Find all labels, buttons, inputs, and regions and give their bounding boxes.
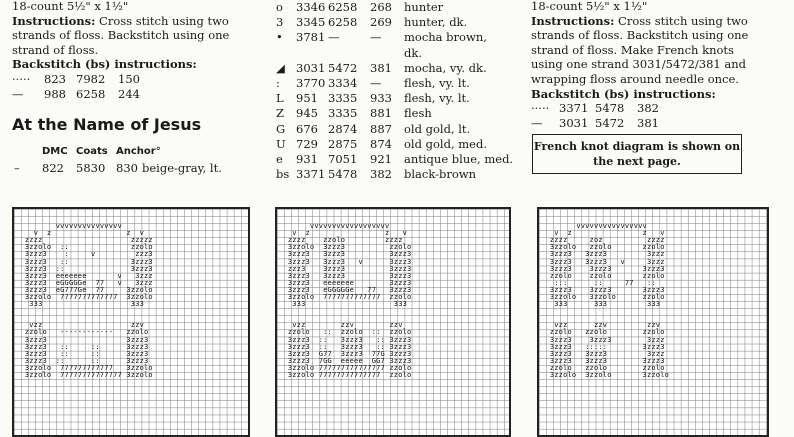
floss-name: beige-gray, lt. [142,160,222,175]
chart-symbol-row: vvvvvvvvvvvvvvv [16,222,122,230]
chart-symbol-row: 3zzolo zzolo zzolo [541,243,665,252]
chart-symbol-row: zzzz zzzzz [16,236,153,245]
floss-anchor: — [370,75,382,90]
left-column [12,0,262,176]
floss-coats: — [328,30,340,45]
floss-name: old gold, med. [404,136,487,151]
backstitch-list [12,72,262,102]
chart-symbol-row: 3zzz3 3zzz3 3zzz3 [279,250,412,259]
floss-coats: 3335 [328,91,358,106]
instructions-text: Cross stitch using two strands of floss. Backstitch using one strand of floss. [12,13,230,57]
chart-symbol-row: 3zzz3 3zzz3 [16,335,149,344]
chart-symbol-row: zzolo zzolo zzolo [541,271,665,280]
floss-name: black-brown [404,167,477,182]
bs-anchor: 381 [637,116,659,131]
floss-dmc: 931 [296,151,318,166]
floss-row [274,30,514,45]
instructions-label-right: Instructions: [531,13,615,28]
instructions [12,14,262,58]
bs-dmc: 988 [44,87,66,102]
chart-symbol-row: zzz3 3zzz3 3zzz3 [279,264,412,273]
chart-symbol-row: 3zzz3 3zzz3 3zzz [541,335,665,344]
floss-row [274,46,514,61]
floss-dmc: 945 [296,106,318,121]
floss-symbol: bs [276,167,290,182]
chart-symbol-row: 3zzolo 3zzolo 3zzolo [541,371,670,379]
chart-symbol-row: 3zzz3 :: :: 3zzz3 [16,356,149,365]
bs-coats: 5478 [595,101,625,116]
bs-coats: 7982 [76,71,106,86]
floss-anchor: 874 [370,136,392,151]
header-anchor: Anchor° [116,146,161,158]
floss-coats: 6258 [328,15,358,30]
floss-anchor: 830 [116,160,138,175]
floss-row [274,61,514,76]
chart-symbol-row: 3zzolo 777777777777777 zzolo [279,363,412,372]
chart-symbol-row: 3zzolo 77777777777777 zzolo [279,371,412,379]
floss-row [274,76,514,91]
chart-symbol-row: 3zzz3 eGGGGGe 77 3zzz3 [279,285,412,294]
chart-symbol-row: 3zzz3 3zzz3 3zzz [541,349,665,358]
chart-symbol-row: zzolo ------------ zzolo [16,328,149,337]
floss-name: hunter [404,0,444,14]
cross-stitch-chart-2 [275,207,511,437]
chart-symbol-row: 3zzz3 3zzz3 3zzz [541,250,665,259]
chart-symbol-row: 3zzolo 7777777777777 3zzolo [16,293,153,301]
floss-dmc: 822 [42,160,64,175]
chart-symbol-row: vzz zzv [16,321,145,330]
size-line-right: 18-count 5½" x 1½" [531,0,648,13]
floss-coats: 3334 [328,75,358,90]
floss-dmc: 729 [296,136,318,151]
chart-symbol-row: zzolo zzolo zzolo [541,363,665,372]
floss-key-list [274,0,514,182]
chart-symbol-row: vvvvvvvvvvvvvvvv [541,222,647,230]
bs-coats: 5472 [595,116,625,131]
chart-symbol-row: 3zzz3 :: 3zzz3 [16,264,153,273]
bs-dmc: 3371 [559,101,589,116]
chart-symbol-row: 3zzz3 :: 3zzz3 :: 3zzz3 [279,335,412,344]
backstitch-heading: Backstitch (bs) instructions: [12,57,197,72]
chart-symbol-row: v z z v [541,229,665,238]
bs-dmc: 3031 [559,116,589,131]
chart-symbol-row: 3zzz3 G77 3zzz3 77G 3zzz3 [279,349,412,358]
floss-anchor: 381 [370,60,392,75]
floss-row [12,161,262,176]
chart-symbol-row: 3zzz3 :: 3zzz3 :: 3zzz3 [279,342,412,351]
chart-symbol-row: 333 333 333 [541,300,661,309]
floss-symbol: ◢ [276,60,285,75]
size-line: 18-count 5½" x 1½" [12,0,129,13]
header-coats: Coats [76,146,108,158]
floss-coats: 5472 [328,60,358,75]
chart-symbol-row: 3zzz3 3zzz3 3zzz3 [541,356,665,365]
floss-table [12,161,262,176]
floss-row [274,167,514,182]
floss-coats: 5830 [76,160,106,175]
chart-symbol-row: v z z v [279,229,408,238]
floss-coats: 7051 [328,151,358,166]
floss-row [274,0,514,15]
chart-symbol-row: 3zzz3 3zzz3 v 3zzz3 [279,257,412,266]
chart-symbol-row: 3zzolo 77777777777777 3zzolo [16,371,153,379]
floss-row [274,152,514,167]
right-column [531,0,767,132]
floss-name: antique blue, med. [404,151,514,166]
floss-name: old gold, lt. [404,121,471,136]
floss-anchor: 887 [370,121,392,136]
chart-symbol-row: 3zzz3 3zzz3 v 3zzz [541,257,665,266]
chart-symbol-row: 3zzz3 eeeeeee v 3zzz [16,271,153,280]
chart-symbol-row: zzzz zoz zzzz [541,236,665,245]
floss-anchor: 382 [370,167,392,182]
chart-symbol-row: zzzz zzolo zzzz [279,236,403,245]
chart-symbol-row: 3zzz3 7GG eeeee GG7 3zzz3 [279,356,412,365]
floss-anchor: 269 [370,15,392,30]
floss-name: hunter, dk. [404,15,468,30]
floss-anchor: 921 [370,151,392,166]
floss-name: flesh [404,106,432,121]
chart-symbol-row: vzz zzv zzv [541,321,661,330]
chart-symbol-row: zzolo :: zzolo :: zzolo [279,328,412,337]
floss-name: dk. [404,45,422,60]
floss-symbol: • [276,30,283,45]
floss-dmc: 676 [296,121,318,136]
floss-symbol: L [276,91,284,106]
floss-dmc: 3781 [296,30,326,45]
backstitch-list-right [531,101,767,131]
floss-anchor: 268 [370,0,392,14]
floss-row [274,15,514,30]
floss-row [274,106,514,121]
chart-symbol-row: 3zzolo 7777777777777 zzolo [279,293,412,301]
chart-symbol-row: 3zzolo 3zzz3 zzolo [279,243,412,252]
bs-anchor: 150 [118,71,140,86]
chart-symbol-row: 3zzz3 eeeeeee 3zzz3 [279,278,412,287]
bs-anchor: 244 [118,87,140,102]
floss-coats: 2874 [328,121,358,136]
floss-anchor: — [370,30,382,45]
floss-dmc: 3345 [296,15,326,30]
floss-anchor: 933 [370,91,392,106]
floss-row [274,137,514,152]
bs-dmc: 823 [44,71,66,86]
floss-name: flesh, vy. lt. [404,91,470,106]
chart-symbol-row: 3zzz3 :: :: 3zzz3 [16,349,149,358]
instructions-label: Instructions: [12,13,96,28]
cross-stitch-chart-1 [12,207,250,437]
floss-symbol: G [276,121,286,136]
cross-stitch-chart-3 [537,207,769,437]
chart-symbol-row: 3zzolo :: zzolo [16,243,153,252]
section-title: At the Name of Jesus [12,115,202,135]
instructions-text-right: Cross stitch using two strands of floss. Backstitch using one strand of floss. Make French knots using one strand 3031/5472/381 and wrapping floss around needle once. [531,13,749,86]
chart-symbol-row: 3zzz3 3zzz3 3zzz3 [279,271,412,280]
right-bs-row [531,116,767,131]
floss-dmc: 3346 [296,0,326,14]
bs-symbol: ····· [531,101,550,116]
floss-dmc: 951 [296,91,318,106]
chart-symbol-row: 3zzz3 :: :: 3zzz3 [16,342,149,351]
floss-anchor: 881 [370,106,392,121]
chart-symbol-row: 3zzz3 eG777Ge 77 3zzolo [16,285,153,294]
floss-symbol: 3 [276,15,284,30]
chart-symbol-row: vvvvvvvvvvvvvvvvvv [279,222,390,230]
floss-symbol: – [14,160,20,175]
floss-symbol: e [276,151,283,166]
floss-dmc: 3371 [296,167,326,182]
chart-symbol-row: 3zzz3 eGGGGGe 77 v 3zzz [16,278,153,287]
chart-symbol-row: 3zzz3 ::::: 3zzz3 [541,342,665,351]
floss-symbol: U [276,136,286,151]
header-dmc: DMC [42,146,68,158]
floss-row [274,91,514,106]
floss-symbol: : [276,75,280,90]
floss-symbol: Z [276,106,284,121]
floss-coats: 3335 [328,106,358,121]
french-knot-note: French knot diagram is shown on the next page. [532,134,742,174]
chart-symbol-row: zzolo zzolo zzolo [541,328,665,337]
floss-name: mocha brown, [404,30,487,45]
floss-name: flesh, vy. lt. [404,75,470,90]
left-bs-row [12,72,262,87]
floss-coats: 5478 [328,167,358,182]
chart-symbol-row: 3zzz3 :: 3zzz3 [16,257,153,266]
instructions-right [531,14,767,87]
chart-symbol-row: 333 333 [16,300,145,309]
chart-symbol-row: 3zzolo 777777777777 3zzolo [16,363,153,372]
chart-symbol-row: v z z v [16,229,145,238]
floss-row [274,122,514,137]
floss-coats: 2875 [328,136,358,151]
chart-symbol-row: 3zzz3 : v zzz3 [16,250,153,259]
left-bs-row [12,87,262,102]
middle-column [274,0,514,182]
floss-name: mocha, vy. dk. [404,60,487,75]
floss-symbol: o [276,0,283,14]
chart-symbol-row: 333 333 [279,300,408,309]
bs-anchor: 382 [637,101,659,116]
chart-symbol-row: 3zzz3 3zzz3 3zzz3 [541,264,665,273]
chart-symbol-row: ::: :: 77 :: [541,278,656,287]
bs-symbol: — [531,116,543,131]
floss-coats: 6258 [328,0,358,14]
floss-dmc: 3031 [296,60,326,75]
table-header [12,145,262,160]
chart-symbol-row: vzz zzv zzv [279,321,403,330]
bs-symbol: ····· [12,71,31,86]
backstitch-heading-right: Backstitch (bs) instructions: [531,86,716,101]
bs-symbol: — [12,87,24,102]
floss-dmc: 3770 [296,75,326,90]
right-bs-row [531,101,767,116]
chart-symbol-row: 3zzolo 3zzolo zzolo [541,293,665,301]
bs-coats: 6258 [76,87,106,102]
chart-symbol-row: 3zzz3 3zzz3 3zzz3 [541,285,665,294]
